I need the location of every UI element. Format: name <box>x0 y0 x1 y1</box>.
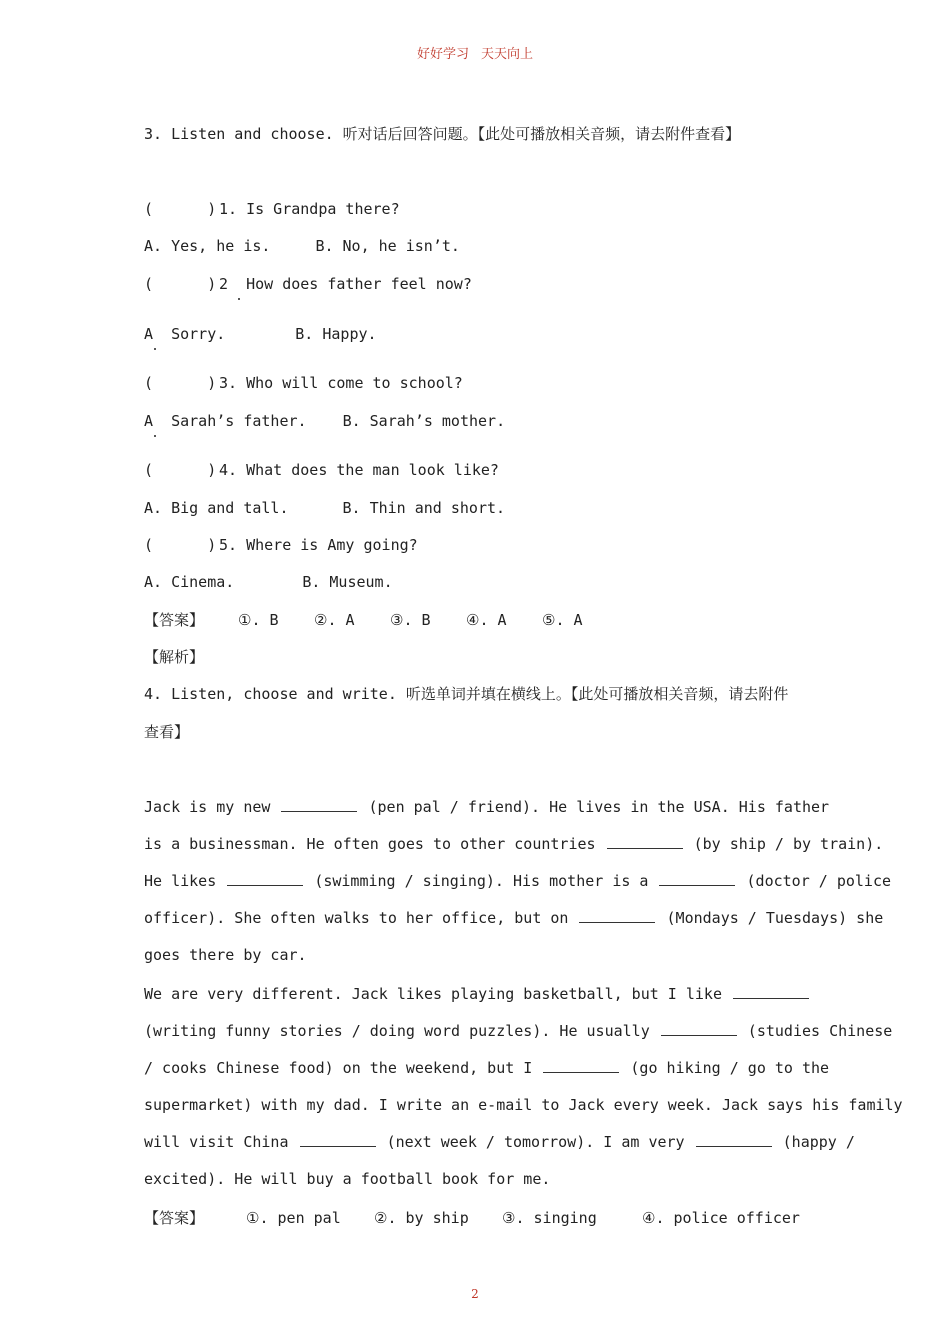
passage-line: / cooks Chinese food) on the weekend, but I (go hiking / go to the <box>144 1059 830 1077</box>
passage-paragraph-1 <box>144 797 892 982</box>
answer-item: ①. B <box>238 611 279 629</box>
options-2 <box>144 324 377 344</box>
answer-item: ④. police officer <box>642 1209 800 1227</box>
blank[interactable] <box>227 871 303 886</box>
answer-label: 【答案】 <box>144 1209 205 1227</box>
option-a: A. Big and tall. <box>144 499 289 517</box>
question-3 <box>144 373 463 393</box>
passage-line: will visit China (next week / tomorrow). I am very (happy / <box>144 1133 855 1151</box>
header-left: 好好学习 <box>416 47 469 62</box>
answer-item: ⑤. A <box>542 611 583 629</box>
answer-item: ②. by ship <box>374 1209 469 1227</box>
answer-item: ②. A <box>314 611 355 629</box>
passage-line: supermarket) with my dad. I write an e-mail to Jack every week. Jack says his family <box>144 1096 903 1114</box>
question-text: 3. Who will come to school? <box>219 374 463 392</box>
blank[interactable] <box>543 1058 619 1073</box>
section3-answers <box>144 610 583 630</box>
passage-line: Jack is my new (pen pal / friend). He lives in the USA. His father <box>144 798 830 816</box>
question-1 <box>144 199 400 219</box>
option-b: B. Thin and short. <box>342 499 506 517</box>
option-b: B. Sarah’s mother. <box>342 412 506 430</box>
stray-dot <box>238 298 240 300</box>
answer-item: ③. B <box>390 611 431 629</box>
passage-line: (writing funny stories / doing word puzzles). He usually (studies Chinese <box>144 1022 893 1040</box>
option-b: B. No, he isn’t. <box>315 237 460 255</box>
passage-line: goes there by car. <box>144 946 307 964</box>
answer-label: 【答案】 <box>144 611 205 629</box>
answer-item: ①. pen pal <box>246 1209 341 1227</box>
option-a: A Sarah’s father. <box>144 412 307 430</box>
stray-dot <box>154 348 156 350</box>
question-text: 5. Where is Amy going? <box>219 536 418 554</box>
question-2 <box>144 274 472 294</box>
passage-line: We are very different. Jack likes playing basketball, but I like <box>144 984 810 1021</box>
passage-line: excited). He will buy a football book for me. <box>144 1170 551 1188</box>
passage-line: officer). She often walks to her office, but on (Mondays / Tuesdays) she <box>144 909 884 927</box>
section4-title: 4. Listen, choose and write. 听选单词并填在横线上。【此处可播放相关音频，请去附件 <box>144 685 789 703</box>
answer-paren[interactable]: ( ) <box>144 374 217 392</box>
blank[interactable] <box>281 797 357 812</box>
section3-analysis: 【解析】 <box>144 648 205 666</box>
answer-paren[interactable]: ( ) <box>144 275 217 293</box>
blank[interactable] <box>579 908 655 923</box>
option-a: A. Cinema. <box>144 573 235 591</box>
options-4 <box>144 498 505 518</box>
section4-title-cont: 查看】 <box>144 723 190 741</box>
blank[interactable] <box>661 1021 737 1036</box>
blank[interactable] <box>733 984 809 999</box>
question-4 <box>144 460 499 480</box>
question-text: 1. Is Grandpa there? <box>219 200 400 218</box>
answer-paren[interactable]: ( ) <box>144 200 217 218</box>
header-right: 天天向上 <box>481 47 534 62</box>
passage-paragraph-2 <box>144 984 903 1206</box>
answer-paren[interactable]: ( ) <box>144 536 217 554</box>
answer-item: ③. singing <box>502 1209 597 1227</box>
page-number: 2 <box>471 1287 479 1301</box>
option-b: B. Happy. <box>295 325 377 343</box>
blank[interactable] <box>696 1132 772 1147</box>
answer-paren[interactable]: ( ) <box>144 461 217 479</box>
section4-answers <box>144 1208 800 1228</box>
question-5 <box>144 535 418 555</box>
section3-title: 3. Listen and choose. 听对话后回答问题。【此处可播放相关音频，请去附件查看】 <box>144 125 741 143</box>
page-header <box>0 43 950 62</box>
blank[interactable] <box>300 1132 376 1147</box>
question-text: 4. What does the man look like? <box>219 461 499 479</box>
option-a: A Sorry. <box>144 325 226 343</box>
options-5 <box>144 572 393 592</box>
answer-item: ④. A <box>466 611 507 629</box>
blank[interactable] <box>659 871 735 886</box>
blank[interactable] <box>607 834 683 849</box>
option-a: A. Yes, he is. <box>144 237 271 255</box>
question-text: 2 How does father feel now? <box>219 275 472 293</box>
stray-dot <box>154 435 156 437</box>
passage-line: He likes (swimming / singing). His mother is a (doctor / police <box>144 872 892 890</box>
options-1 <box>144 236 460 256</box>
options-3 <box>144 411 505 431</box>
option-b: B. Museum. <box>302 573 393 591</box>
passage-line: is a businessman. He often goes to other countries (by ship / by train). <box>144 835 884 853</box>
